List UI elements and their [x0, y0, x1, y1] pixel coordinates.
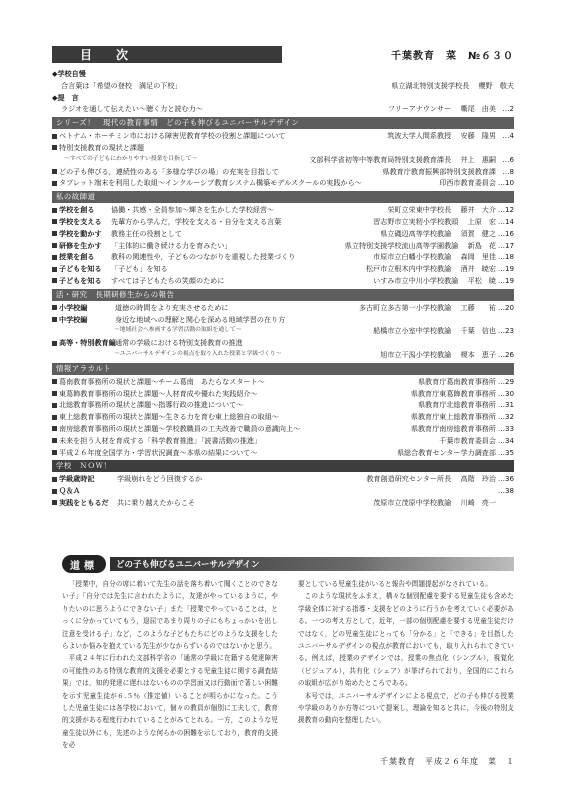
essay-body: [62, 578, 514, 752]
essay-paragraph: 「授業中，自分の席に着いて先生の話を落ち着いて聞くことのできない子」「自分では先生に言われたように，友達がやっているように，やりたいのに思うようにできない子」また「授業でやっていることは，とっくに分かっていてもう，退屈であまり周りの子にもちょっかいを出し注意を受ける子」など，このような子どもたちにどのような支援をしたらよいか悩みを抱えている先生が少なからずいるのではないかと思う。: [62, 580, 278, 651]
toc-entry-title: 南房総教育事務所の現状と課題～学校教職員の工夫改善で職員の意識向上～: [59, 423, 301, 433]
toc-entry-page: …17: [497, 240, 514, 250]
toc-entry[interactable]: [52, 423, 514, 435]
toc-entry-author: 県教育庁南房総教育事務所: [410, 423, 496, 433]
toc-heading-pride: ◆学校自慢: [52, 69, 86, 78]
toc-entry[interactable]: [52, 497, 514, 509]
square-bullet-icon: [52, 403, 57, 408]
toc-list: [52, 68, 514, 509]
toc-entry[interactable]: [52, 411, 514, 423]
toc-entry-author: 印西市教育委員会: [439, 178, 496, 188]
square-bullet-icon: [52, 477, 57, 482]
toc-entry-author: 茂原市立茂原中学校教諭 川崎 亮一: [373, 497, 496, 507]
toc-entry-author: いすみ市立中川小学校教諭 平松 暁: [373, 275, 496, 285]
essay-paragraph: 平成２４年に行われた文部科学省の「通常の学級に在籍する発達障害の可能性のある特別な教育的支援を必要とする児童生徒に関する調査結果」では，知的発達に遅れはないものの学習面又は行動面で著しい困難を示す児童生徒が６.５％（推定値）いることが明らかになった。こうした児童生徒には各学校において，個々の教員が個別に工夫して，教育的支援がある程度行われていることがみてとれる。一方，このような児童生徒以外にも，先述のような何らかの困難を示しており，教育的支援を必: [62, 654, 278, 750]
toc-entry-title: 学級崩れをどう回復するか: [117, 474, 203, 484]
toc-entry[interactable]: [52, 399, 514, 411]
toc-entry-tag: 学級歳時記: [59, 474, 95, 484]
essay-column-right: [298, 578, 514, 752]
toc-entry-author: 文部科学省初等中等教育局特別支援教育課長 井上 惠嗣: [309, 154, 496, 164]
toc-entry[interactable]: [52, 251, 514, 263]
toc-entry[interactable]: [52, 485, 514, 497]
toc-entry-title: 東上総教育事務所の現状と課題～生きる力を育む東上総独自の取組～: [59, 412, 279, 422]
toc-entry-title: 東葛飾教育事務所の現状と課題～人材育成や優れた実践紹介～: [59, 388, 258, 398]
toc-entry[interactable]: [52, 275, 514, 287]
toc-entry-title: 「主体的に働き続ける力を育みたい」: [111, 240, 232, 250]
toc-entry[interactable]: [52, 228, 514, 240]
essay-paragraph: 本号では，ユニバーサルデザインによる視点で，どの子も伸びる授業や学級のありか方等について提案し，理論を知ると共に，今後の特別支援教育の動向を整理したい。: [298, 691, 514, 725]
toc-entry-title: 合言葉は「希望の登校 満足の下校」: [61, 80, 182, 90]
square-bullet-icon: [52, 305, 57, 310]
toc-entry[interactable]: [52, 314, 514, 326]
toc-entry-author: 多古町立多古第一小学校教諭 工藤 祐: [358, 302, 496, 312]
toc-entry-title: 先輩方から学んだ，学校を支える・自分を支える言葉: [111, 216, 282, 226]
toc-entry-author: 千葉市教育委員会: [439, 435, 496, 445]
toc-entry[interactable]: [52, 80, 514, 92]
square-bullet-icon: [52, 317, 57, 322]
square-bullet-icon: [52, 243, 57, 248]
square-bullet-icon: [52, 341, 57, 346]
toc-entry-page: …8: [502, 166, 514, 176]
toc-entry-author: 栄町立栄東中学校長 藤井 大介: [387, 205, 496, 215]
toc-entry-page: …10: [497, 178, 514, 188]
toc-entry-tag: 学校を動かす: [59, 228, 102, 238]
toc-entry-page: …35: [497, 447, 514, 457]
toc-entry[interactable]: [52, 263, 514, 275]
toc-entry-page: [496, 314, 514, 326]
toc-entry-title: 道徳の時間をより充実させるために: [115, 302, 229, 312]
toc-entry-title: 「子ども」を知る: [111, 264, 168, 274]
toc-entry[interactable]: [52, 216, 514, 228]
toc-entry-page: …12: [497, 205, 514, 215]
toc-entry-author: 筑波大学人間系教授 安藤 隆男: [387, 131, 496, 141]
toc-entry-author: 県教育庁教育振興部特別支援教育課: [382, 166, 496, 176]
toc-entry[interactable]: [52, 302, 514, 314]
toc-entry-page: [496, 142, 514, 154]
toc-entry[interactable]: [52, 435, 514, 447]
toc-entry-title: 協働・共感・全員参加～輝きを生かした学校経営～: [111, 205, 275, 215]
toc-entry-title: 葛南教育事務所の現状と課題～チーム葛南 あたらなスタート～: [59, 376, 265, 386]
square-bullet-icon: [52, 278, 57, 283]
square-bullet-icon: [52, 391, 57, 396]
toc-entry-title: どの子も伸びる，連続性のある「多様な学びの場」の充実を目指して: [59, 166, 279, 176]
toc-entry-tag: 実践をともるだ: [59, 497, 109, 507]
toc-entry-tag: 中学校編: [59, 314, 88, 324]
toc-entry-page: …38: [497, 486, 514, 496]
toc-entry-title: 特別支援教育の現状と課題: [59, 142, 145, 152]
toc-entry-tag: 学校を支える: [59, 216, 102, 226]
toc-entry-page: …30: [497, 388, 514, 398]
square-bullet-icon: [52, 379, 57, 384]
toc-entry-author: 県立磯辺高等学校教諭 須賀 健之: [380, 228, 496, 238]
square-bullet-icon: [52, 208, 57, 213]
toc-entry[interactable]: [52, 447, 514, 459]
toc-entry-title: ラジオを通して伝えたい～聴く力と読む力～: [61, 104, 203, 114]
toc-entry-author: 県立特別支援学校流山高等学園教諭 新島 花: [344, 240, 496, 250]
toc-heading-proposal: ◆提 言: [52, 92, 79, 102]
square-bullet-icon: [52, 134, 57, 139]
toc-entry-subtitle: ～地域社会へ参画する学習活動の取組を通して～: [114, 327, 242, 334]
toc-entry-page: …34: [497, 435, 514, 445]
section-header-now: 学校 ＮＯＷ！: [52, 460, 514, 472]
toc-entry-page: …6: [502, 154, 514, 164]
section-header-research: 活・研究 長期研修生からの報告: [52, 289, 514, 301]
banner-badge: 道標: [62, 555, 106, 573]
toc-entry-title: 教科の関連性や，子どものつながりを重視した授業づくり: [111, 252, 296, 262]
toc-entry-author: 県教育庁北総教育事務所: [417, 400, 496, 410]
toc-entry-title: 通常の学級における特別支援教育の推進: [115, 338, 243, 348]
square-bullet-icon: [52, 181, 57, 186]
toc-entry[interactable]: [52, 204, 514, 216]
page-title: 目 次: [52, 46, 282, 63]
toc-entry-page: …16: [497, 228, 514, 238]
essay-column-left: [62, 578, 278, 752]
toc-entry-page: …23: [497, 326, 514, 336]
essay-paragraph: 要としている児童生徒がいると報告や問題提起がなされている。: [298, 580, 493, 588]
toc-entry-title: すべては子どもたちの笑顔のために: [111, 275, 225, 285]
toc-entry-tag: 授業を創る: [59, 252, 95, 262]
title-bar: [52, 46, 514, 63]
toc-entry-page: …31: [497, 400, 514, 410]
toc-entry-page: …32: [497, 412, 514, 422]
toc-entry-page: [496, 337, 514, 349]
page-footer: 千葉教育 平成２６年度 菜 １: [380, 757, 515, 766]
section-header-series: シリーズ！ 現代の教育事情 どの子も伸びるユニバーサルデザイン: [52, 117, 514, 129]
square-bullet-icon: [52, 255, 57, 260]
toc-entry-page: …4: [502, 131, 514, 141]
toc-entry[interactable]: [52, 473, 514, 485]
toc-entry-page: …20: [497, 302, 514, 312]
toc-entry-tag: 子どもを知る: [59, 275, 102, 285]
square-bullet-icon: [52, 231, 57, 236]
toc-entry-tag: 高等・特別教育編: [59, 338, 116, 348]
toc-entry[interactable]: [52, 388, 514, 400]
square-bullet-icon: [52, 145, 57, 150]
toc-entry-page: …2: [502, 104, 514, 114]
toc-entry-page: …33: [497, 423, 514, 433]
toc-entry-subtitle: ～ユニバーサルデザインの視点を取り入れた授業と学級づくり～: [114, 350, 282, 357]
toc-entry-page: …18: [497, 252, 514, 262]
toc-entry[interactable]: [52, 240, 514, 252]
toc-entry[interactable]: [52, 142, 514, 154]
toc-subtitle-row: [52, 349, 514, 361]
toc-entry-subtitle: ～すべての子どもにわかりやすい授業を目指して～: [64, 155, 198, 162]
toc-entry-author: 旭市立干潟小学校教諭 榎本 恵子: [380, 349, 496, 359]
toc-entry-page: [496, 497, 514, 509]
toc-entry-author: 船橋市立小室中学校教諭 千葉 信也: [373, 326, 496, 336]
toc-entry-page: …14: [497, 216, 514, 226]
toc-entry-title: 北総教育事務所の現状と課題～指導行政の推進について～: [59, 400, 244, 410]
toc-entry-tag: Ｑ＆Ａ: [59, 486, 81, 496]
toc-entry[interactable]: [52, 103, 514, 115]
square-bullet-icon: [52, 450, 57, 455]
essay-paragraph: このような現状をふまえ，構々な個別配慮を要する児童生徒も含めた学級全体に対する指導・支援をどのように行うかを考えていく必要がある。一つの考え方として，近年，一部の個別配慮を要する児童生徒だけではなく，どの児童生徒にとっても「分かる」と「できる」を目指したユニバーサルデザインの視点が教育においても，取り入れられてきている。例えば，授業のデザインでは，授業の焦点化（シンプル），視覚化（ビジュアル），共有化（シェア）が挙げられており，全国的にこれらの取組が広がり始めたところである。: [298, 592, 514, 688]
issue-label: 千葉教育 菜 №６３０: [390, 51, 514, 62]
toc-entry-page: …19: [497, 275, 514, 285]
toc-entry-author: 教育創造研究センター所長 高階 玲治: [366, 474, 496, 484]
toc-entry-author: 県総合教育センター学力調査部: [396, 447, 496, 457]
toc-entry-title: ベトナム・ホーチミン市における障害児教育学校の役割と課題について: [59, 131, 286, 141]
toc-entry-author: 県教育庁東上総教育事務所: [410, 412, 496, 422]
square-bullet-icon: [52, 415, 57, 420]
section-header-info: 情報アラカルト: [52, 363, 514, 375]
toc-entry-page: …19: [497, 264, 514, 274]
square-bullet-icon: [52, 500, 57, 505]
section-header-frontline: 私の故師道: [52, 191, 514, 203]
toc-entry-title: 教務主任の役割として: [111, 228, 182, 238]
toc-entry-title: タブレット端末を利用した取組～インクルーシブ教育システム構築モデルスクールの実践から～: [59, 178, 362, 188]
toc-entry-tag: 研修を生かす: [59, 240, 102, 250]
toc-subtitle-row: [52, 325, 514, 337]
toc-entry[interactable]: [52, 177, 514, 189]
toc-entry-title: 共に乗り越えたからこそ: [117, 497, 196, 507]
toc-entry-author: 市原市立白幡小学校教諭 森岡 里佳: [373, 252, 496, 262]
square-bullet-icon: [52, 267, 57, 272]
square-bullet-icon: [52, 438, 57, 443]
square-bullet-icon: [52, 426, 57, 431]
square-bullet-icon: [52, 169, 57, 174]
toc-entry-author: 県教育庁東葛飾教育事務所: [410, 388, 496, 398]
square-bullet-icon: [52, 219, 57, 224]
toc-entry-author: 県教育庁葛南教育事務所: [417, 376, 496, 386]
toc-entry-tag: 小学校編: [59, 302, 88, 312]
toc-subtitle-row: [52, 154, 514, 166]
toc-entry-tag: 学校を創る: [59, 205, 95, 215]
toc-entry-tag: 子どもを知る: [59, 264, 102, 274]
feature-banner: [62, 555, 514, 573]
toc-entry[interactable]: [52, 376, 514, 388]
toc-entry-page: …29: [497, 376, 514, 386]
toc-entry[interactable]: [52, 166, 514, 178]
toc-entry-author: 習志野市立実籾小学校教頭 上原 宏: [373, 216, 496, 226]
toc-entry-page: …36: [497, 474, 514, 484]
toc-entry-title: 平成２６年度全国学力・学習状況調査～本県の結果について～: [59, 447, 258, 457]
toc-entry[interactable]: [52, 130, 514, 142]
toc-entry-title: 身近な地域への理解と関心を深める地域学習の在り方: [115, 314, 286, 324]
toc-entry-title: 未来を担う人材を育成する「科学教育推進」「読書活動の推進」: [59, 435, 262, 445]
toc-entry-author: フリーアナウンサー 嘶尾 由美: [387, 104, 496, 114]
toc-entry[interactable]: [52, 337, 514, 349]
banner-title: どの子も伸びるユニバーサルデザイン: [110, 557, 514, 571]
square-bullet-icon: [52, 489, 57, 494]
toc-entry-page: …26: [497, 349, 514, 359]
toc-entry-author: 松戸市立根木内中学校教諭 酒井 暁宏: [366, 264, 496, 274]
toc-entry-author: 県立湖北特別支援学校長 櫻野 敬夫: [391, 80, 514, 90]
